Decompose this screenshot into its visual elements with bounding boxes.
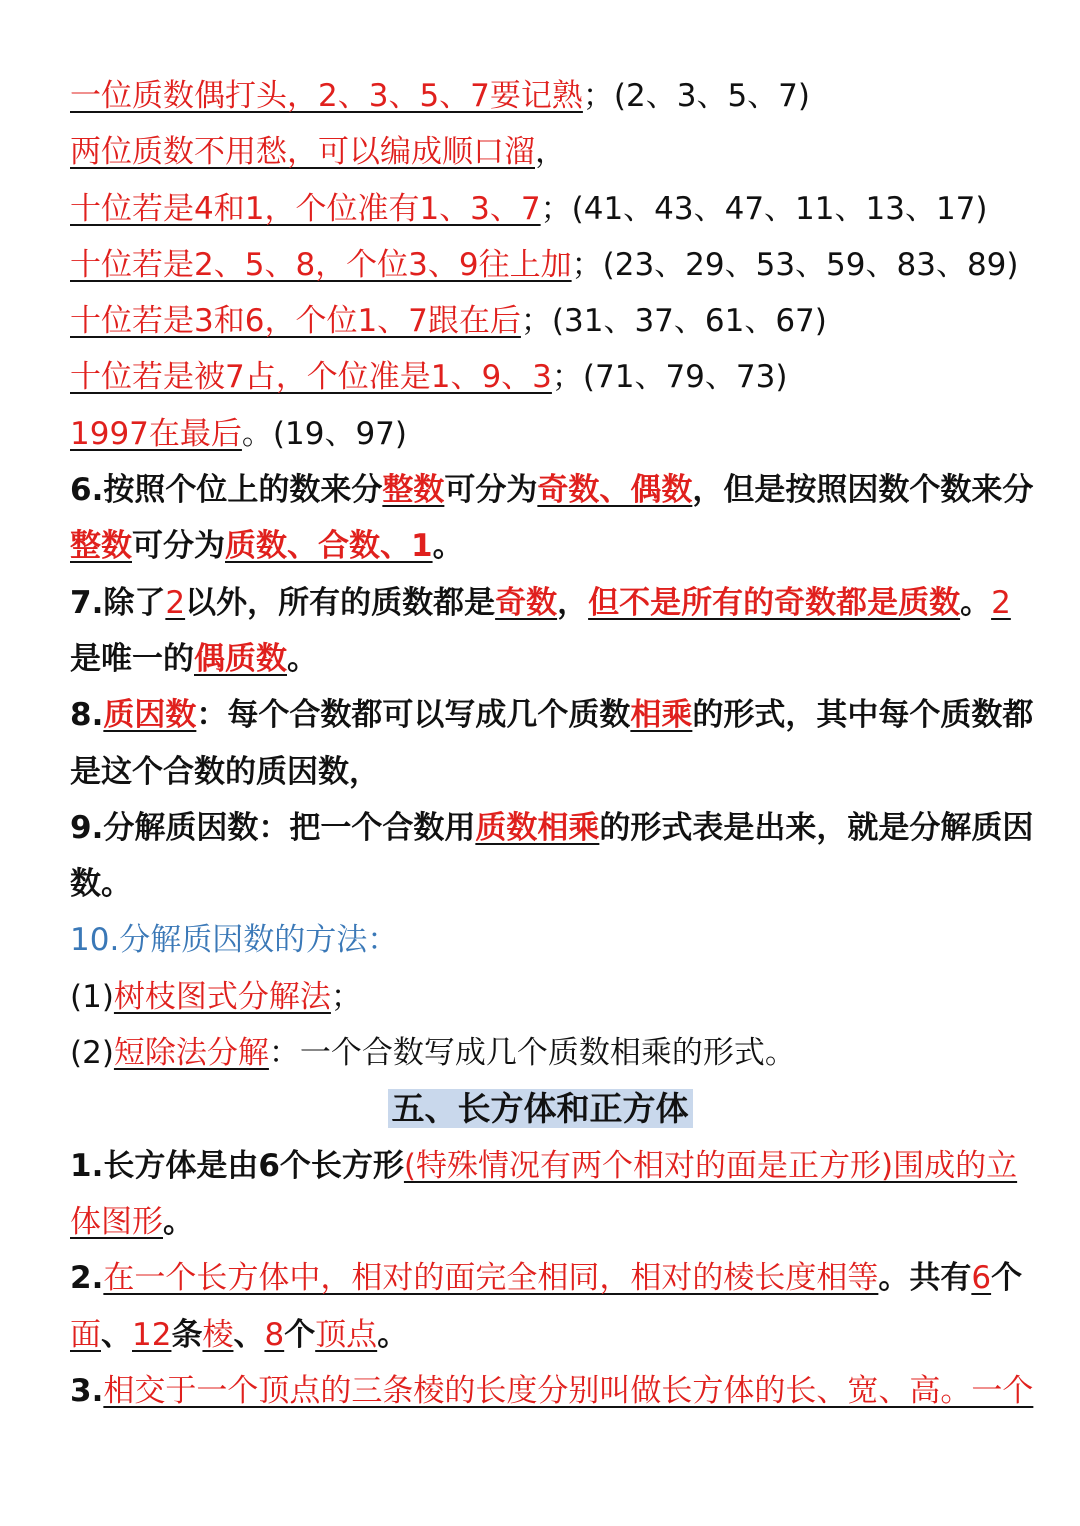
- highlighted-text: 整数: [382, 472, 445, 509]
- section-heading: [70, 1081, 1010, 1137]
- text-line: [70, 856, 1010, 912]
- text-segment: 2.: [70, 1260, 104, 1297]
- text-segment: ；(71、79、73): [551, 359, 788, 396]
- text-line: [70, 518, 1010, 574]
- text-segment: 以外，所有的质数都是: [185, 584, 496, 621]
- text-line: [70, 912, 1010, 968]
- text-segment: 3.: [70, 1372, 104, 1409]
- text-segment: 的形式，其中每个质数都: [692, 697, 1034, 734]
- text-line: [70, 1250, 1023, 1306]
- highlighted-text: 质因数: [103, 697, 197, 734]
- text-segment: 7.除了: [70, 584, 166, 621]
- text-segment: (2): [70, 1035, 114, 1072]
- text-line: [70, 293, 1010, 349]
- text-line: [70, 68, 1010, 124]
- text-segment: 9.分解质因数：把一个合数用: [70, 809, 476, 846]
- text-line: [70, 800, 1034, 856]
- highlighted-text: 偶质数: [194, 640, 287, 677]
- text-line: [70, 1307, 1010, 1363]
- text-segment: ；(23、29、53、59、83、89): [571, 246, 1019, 283]
- text-segment: 10.分解质因数的方法：: [70, 922, 399, 959]
- highlighted-text: 6: [971, 1260, 992, 1297]
- text-line: [70, 237, 1019, 293]
- text-segment: 。: [960, 584, 992, 621]
- text-segment: 。: [377, 1316, 409, 1353]
- highlighted-text: 12: [132, 1316, 172, 1353]
- text-segment: 可分为: [444, 472, 538, 509]
- text-line: [70, 969, 1010, 1025]
- text-segment: 是唯一的: [70, 640, 194, 677]
- highlighted-text: 十位若是4和1，个位准有1、3、7: [70, 190, 541, 227]
- text-line: [70, 124, 1010, 180]
- text-segment: 可分为: [132, 528, 225, 565]
- text-segment: 、: [101, 1316, 132, 1353]
- text-segment: (1): [70, 978, 114, 1015]
- text-segment: 数。: [70, 866, 132, 903]
- text-segment: 。: [163, 1203, 194, 1240]
- highlighted-text: 棱: [202, 1316, 234, 1353]
- text-segment: 的形式表是出来，就是分解质因: [599, 809, 1034, 846]
- highlighted-text: 十位若是被7占，个位准是1、9、3: [70, 359, 552, 396]
- highlighted-text: 整数: [70, 528, 132, 565]
- text-segment: 。(19、97): [241, 415, 407, 452]
- text-segment: ；(31、37、61、67): [520, 303, 827, 340]
- highlighted-text: 两位质数不用愁，可以编成顺口溜: [70, 134, 535, 171]
- highlighted-text: (特殊情况有两个相对的面是正方形)围成的立: [403, 1147, 1018, 1184]
- text-line: [70, 575, 1010, 631]
- highlighted-text: 2: [991, 584, 1011, 621]
- text-segment: 。: [287, 640, 318, 677]
- text-segment: 、: [233, 1316, 265, 1353]
- text-segment: ；(41、43、47、11、13、17): [540, 190, 988, 227]
- highlighted-text: 奇数: [495, 584, 558, 621]
- highlighted-text: 在一个长方体中，相对的面完全相同，相对的棱长度相等: [103, 1260, 879, 1297]
- text-segment: 条: [171, 1316, 203, 1353]
- text-segment: 。共有: [878, 1260, 972, 1297]
- text-line: [70, 349, 1010, 405]
- highlighted-text: 短除法分解: [113, 1035, 269, 1072]
- text-segment: ，但是按照因数个数来分: [692, 472, 1034, 509]
- highlighted-text: 十位若是2、5、8，个位3、9往上加: [70, 246, 572, 283]
- text-line: [70, 1025, 1010, 1081]
- text-segment: ，: [557, 584, 589, 621]
- highlighted-text: 一位质数偶打头，2、3、5、7要记熟: [70, 78, 583, 114]
- text-segment: 。: [432, 528, 464, 565]
- highlighted-text: 相交于一个顶点的三条棱的长度分别叫做长方体的长、宽、高。一个: [103, 1372, 1034, 1409]
- text-segment: 6.按照个位上的数来分: [70, 472, 383, 509]
- highlighted-text: 十位若是3和6，个位1、7跟在后: [70, 303, 521, 340]
- text-line: [70, 744, 1010, 800]
- text-line: [70, 181, 1010, 237]
- highlighted-text: 质数相乘: [475, 809, 600, 846]
- highlighted-text: 1997在最后: [70, 415, 242, 452]
- text-line: [70, 462, 1034, 518]
- text-segment: 8.: [70, 697, 104, 734]
- text-line: [70, 1363, 1034, 1419]
- text-segment: ；(2、3、5、7): [582, 78, 810, 114]
- text-segment: ，: [535, 134, 566, 171]
- text-segment: 1.长方体是由6个长方形: [70, 1147, 404, 1184]
- highlighted-text: 2: [165, 584, 186, 621]
- highlighted-text: 奇数、偶数: [537, 472, 693, 509]
- text-segment: ：一个合数写成几个质数相乘的形式。: [268, 1035, 796, 1072]
- text-line: [70, 1194, 1010, 1250]
- text-segment: 个: [991, 1260, 1023, 1297]
- text-segment: 是这个合数的质因数，: [70, 753, 380, 790]
- highlighted-text: 树枝图式分解法: [113, 978, 331, 1015]
- text-segment: ；: [330, 978, 362, 1015]
- highlighted-text: 面: [70, 1316, 101, 1353]
- text-segment: ：每个合数都可以写成几个质数: [196, 697, 631, 734]
- text-line: [70, 406, 1010, 462]
- text-segment: 个: [284, 1316, 316, 1353]
- highlighted-text: 8: [264, 1316, 285, 1353]
- highlighted-text: 但不是所有的奇数都是质数: [588, 584, 961, 621]
- highlighted-text: 质数、合数、1: [225, 528, 433, 565]
- text-line: [70, 631, 1010, 687]
- section-title: 五、长方体和正方体: [388, 1089, 693, 1128]
- text-line: [70, 1138, 1018, 1194]
- highlighted-text: 相乘: [630, 697, 693, 734]
- highlighted-text: 体图形: [70, 1203, 163, 1240]
- text-line: [70, 687, 1034, 743]
- highlighted-text: 顶点: [315, 1316, 378, 1353]
